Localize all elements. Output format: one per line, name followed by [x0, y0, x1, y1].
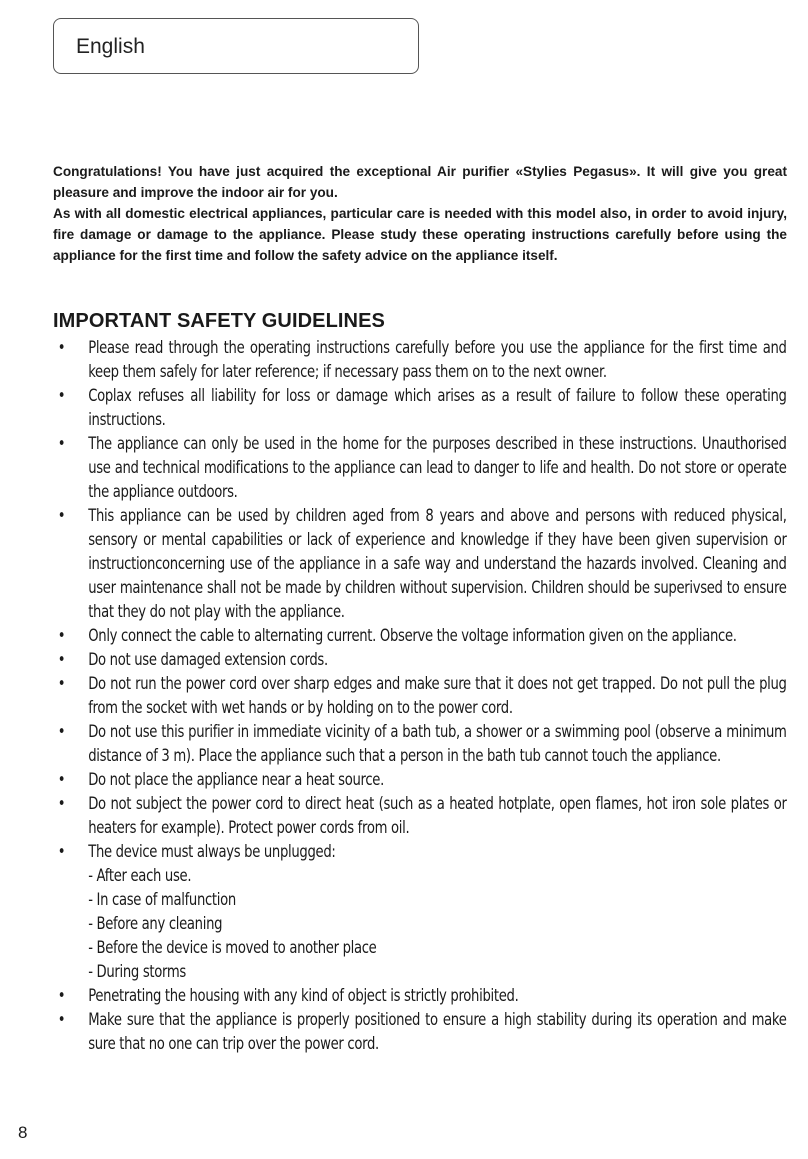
bullet-icon: • [57, 722, 66, 741]
list-item [53, 1008, 787, 1056]
list-item-text: Make sure that the appliance is properly positioned to ensure a high stability during its operation and make sure that no one can trip over the power cord. [88, 1010, 787, 1053]
list-item-text: Only connect the cable to alternating current. Observe the voltage information given on the appliance. [88, 626, 737, 645]
list-item-text: Do not place the appliance near a heat source. [88, 770, 384, 789]
bullet-icon: • [57, 770, 66, 789]
bullet-icon: • [57, 986, 66, 1005]
bullet-icon: • [57, 626, 66, 645]
language-label-box [53, 18, 419, 74]
safety-guidelines-list [53, 336, 787, 1056]
list-item-text: Do not use damaged extension cords. [88, 650, 328, 669]
bullet-icon: • [57, 506, 66, 525]
list-item-text: Penetrating the housing with any kind of object is strictly prohibited. [88, 986, 519, 1005]
intro-paragraph-care: As with all domestic electrical appliances, particular care is needed with this model also, in order to avoid injury, fire damage or damage to the appliance. Please study these operating instructions carefully before using the appliance for the first time and follow the safety advice on the appliance itself. [53, 206, 787, 263]
page-number: 8 [18, 1123, 28, 1142]
bullet-icon: • [57, 434, 66, 453]
unplug-condition-item: - During storms [88, 962, 186, 981]
bullet-icon: • [57, 794, 66, 813]
intro-section [53, 161, 787, 266]
list-item-text: Coplax refuses all liability for loss or damage which arises as a result of failure to follow these operating instructions. [88, 386, 787, 429]
list-item-text: The appliance can only be used in the home for the purposes described in these instructions. Unauthorised use and technical modifications to the appliance can lead to danger to life and health. Do not store or operate the appliance outdoors. [88, 434, 787, 501]
list-item [53, 984, 787, 1008]
unplug-condition-item: - After each use. [88, 866, 192, 885]
list-item-text: Do not use this purifier in immediate vicinity of a bath tub, a shower or a swimming pool (observe a minimum distance of 3 m). Place the appliance such that a person in the bath tub cannot touch the appliance. [88, 722, 787, 765]
safety-guidelines-title: IMPORTANT SAFETY GUIDELINES [53, 310, 385, 332]
list-item [53, 384, 787, 432]
unplug-condition-item: - In case of malfunction [88, 890, 236, 909]
bullet-icon: • [57, 650, 66, 669]
bullet-icon: • [57, 842, 66, 861]
list-item [53, 720, 787, 768]
list-item-text: Do not run the power cord over sharp edges and make sure that it does not get trapped. Do not pull the plug from the socket with wet hands or by holding on to the power cord. [88, 674, 787, 717]
language-label: English [76, 35, 145, 58]
list-item-text: Please read through the operating instructions carefully before you use the appliance for the first time and keep them safely for later reference; if necessary pass them on to the next owner. [88, 338, 787, 381]
list-item-text: Do not subject the power cord to direct heat (such as a heated hotplate, open flames, hot iron sole plates or heaters for example). Protect power cords from oil. [88, 794, 787, 837]
bullet-icon: • [57, 1010, 66, 1029]
list-item [53, 432, 787, 504]
list-item [53, 336, 787, 384]
list-item [53, 840, 787, 984]
intro-paragraph-congratulations: Congratulations! You have just acquired the exceptional Air purifier «Stylies Pegasus». It will give you great pleasure and improve the indoor air for you. [53, 164, 787, 200]
bullet-icon: • [57, 674, 66, 693]
list-item [53, 768, 787, 792]
unplug-condition-item: - Before the device is moved to another place [88, 938, 377, 957]
list-item [53, 648, 787, 672]
list-item-text: The device must always be unplugged: [88, 842, 336, 861]
list-item [53, 624, 787, 648]
list-item-text: This appliance can be used by children aged from 8 years and above and persons with reduced physical, sensory or mental capabilities or lack of experience and knowledge if they have been given supervision or instructionconcerning use of the appliance in a safe way and understand the hazards involved. Cleaning and user maintenance shall not be made by children without supervision. Children should be superivsed to ensure that they do not play with the appliance. [88, 506, 787, 621]
list-item [53, 672, 787, 720]
unplug-conditions-list [88, 864, 786, 984]
list-item [53, 504, 787, 624]
list-item [53, 792, 787, 840]
bullet-icon: • [57, 338, 66, 357]
bullet-icon: • [57, 386, 66, 405]
unplug-condition-item: - Before any cleaning [88, 914, 223, 933]
